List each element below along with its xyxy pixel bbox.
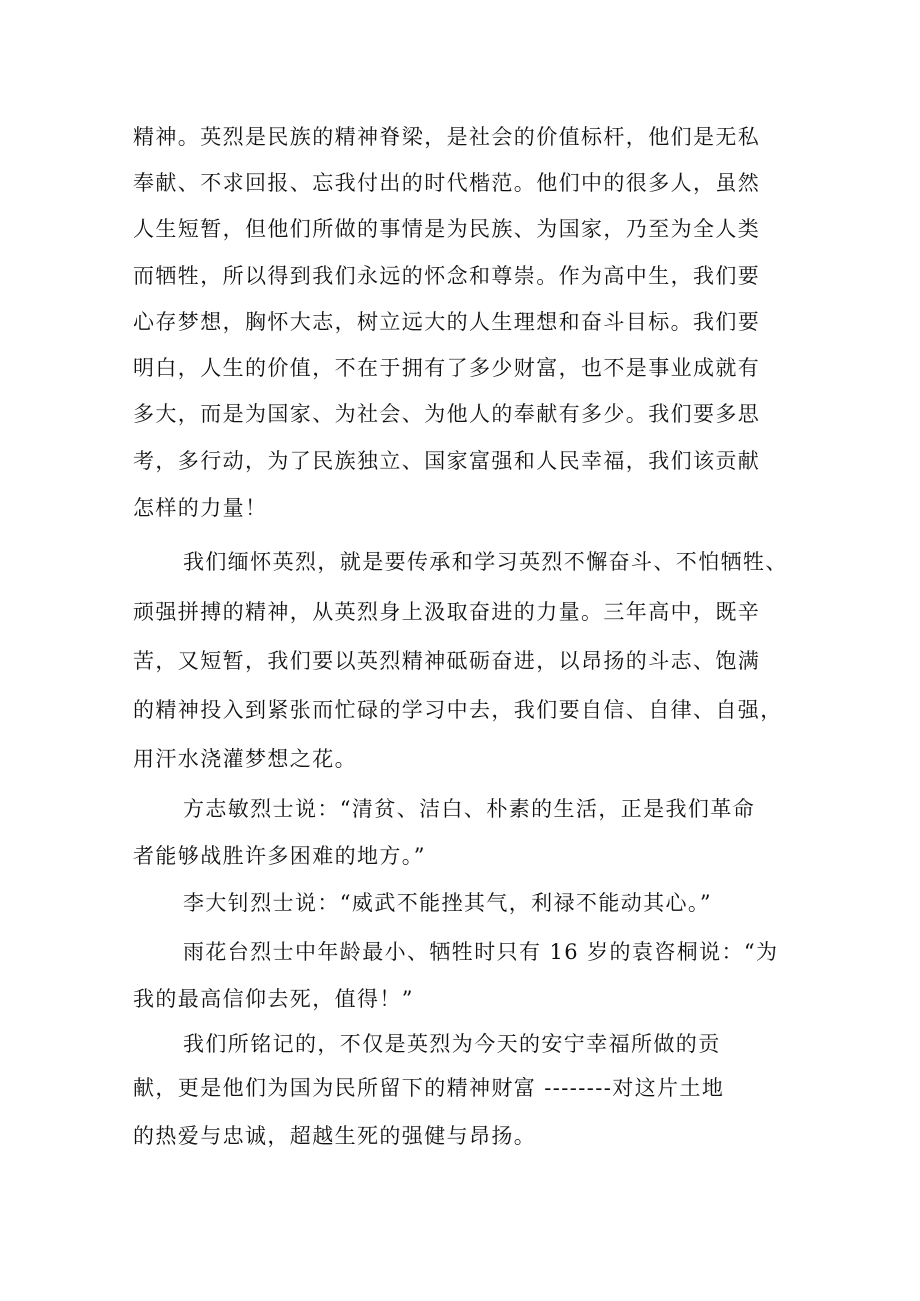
document-page: 精神。英烈是民族的精神脊梁，是社会的价值标杆，他们是无私 奉献、不求回报、忘我付出的时代楷范。他们中的很多人，虽然 人生短暂，但他们所做的事情是为民族、为国家，乃至为全人类 而牺牲，所以得到我们永远的怀念和尊崇。作为高中生，我们要 心存梦想，胸怀大志，树立远大的人生理想和奋斗目标。我们要 明白，人生的价值，不在于拥有了多少财富，也不是事业成就有 多大，而是为国家、为社会、为他人的奉献有多少。我们要多思 考，多行动，为了民族独立、国家富强和人民幸福，我们该贡献 怎样的力量！ 我们缅怀英烈，就是要传承和学习英烈不懈奋斗、不怕牺牲、 顽强拼搏的精神，从英烈身上汲取奋进的力量。三年高中，既辛 苦，又短暂，我们要以英烈精神砥砺奋进，以昂扬的斗志、饱满 的精神投入到紧张而忙碌的学习中去，我们要自信、自律、自强， 用汗水浇灌梦想之花。 方志敏烈士说：“清贫、洁白、朴素的生活，正是我们革命 者能够战胜许多困难的地方。” 李大钊烈士说：“威武不能挫其气，利禄不能动其心。” 雨花台烈士中年龄最小、牺牲时只有 16 岁的袁咨桐说：“为 我的最高信仰去死，值得！” 我们所铭记的，不仅是英烈为今天的安宁幸福所做的贡 献，更是他们为国为民所留下的精神财富 --------对这片土地 的热爱与忠诚，超越生死的强健与昂扬。 — [0, 0, 920, 1301]
